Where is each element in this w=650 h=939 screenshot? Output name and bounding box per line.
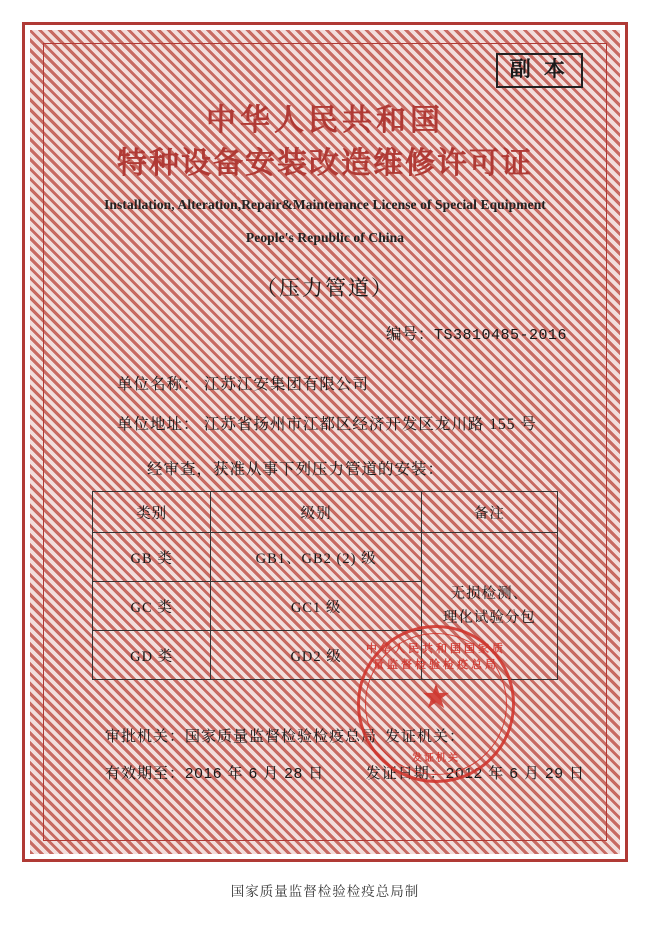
approval-authority <box>105 725 385 746</box>
table-header-remark: 备注 <box>421 492 557 533</box>
validity-value: 2016 年 6 月 28 日 <box>185 765 325 782</box>
seal-bottom-text: 发证机关 <box>412 753 460 764</box>
scope-table <box>92 491 558 680</box>
unit-address-label: 单位地址： <box>117 415 200 433</box>
serial-row <box>65 322 585 344</box>
copy-badge: 副 本 <box>496 53 583 88</box>
authority-row <box>65 725 585 746</box>
approval-authority-label: 审批机关： <box>105 729 186 745</box>
title-english-line2: People's Republic of China <box>245 229 405 245</box>
issue-date <box>366 762 585 783</box>
cell-category-gd: GD 类 <box>93 631 211 680</box>
remark-line-2: 理化试验分包 <box>442 610 536 627</box>
date-row <box>65 762 585 783</box>
certificate-content <box>39 39 611 845</box>
approval-authority-value: 国家质量监督检验检疫总局 <box>185 729 378 745</box>
certificate-frame <box>22 22 628 862</box>
footer-block <box>65 725 585 799</box>
title-chinese-line1: 中华人民共和国 <box>206 104 444 137</box>
certificate-decorative-border <box>30 30 620 854</box>
issuing-authority-label: 发证机关： <box>385 729 466 745</box>
table-header-grade: 级别 <box>211 492 421 533</box>
issue-date-label: 发证日期： <box>365 766 446 782</box>
unit-name-label: 单位名称： <box>117 375 200 393</box>
seal-star-icon: ★ <box>420 678 452 716</box>
cell-category-gc: GC 类 <box>93 582 211 631</box>
issue-date-value: 2012 年 6 月 29 日 <box>445 765 585 782</box>
unit-address-value: 江苏省扬州市江都区经济开发区龙川路 155 号 <box>203 415 537 433</box>
approval-statement: 经审查，获准从事下列压力管道的安装： <box>147 461 445 479</box>
unit-name-value: 江苏江安集团有限公司 <box>203 375 369 393</box>
bottom-caption: 国家质量监督检验检疫总局制 <box>230 884 420 899</box>
validity-date <box>105 762 366 783</box>
serial-label: 编号： <box>385 325 434 343</box>
cell-grade-gb: GB1、GB2 (2) 级 <box>211 533 421 582</box>
validity-label: 有效期至： <box>105 766 186 782</box>
cell-grade-gd: GD2 级 <box>211 631 421 680</box>
table-header-category: 类别 <box>93 492 211 533</box>
seal-top-text: 中华人民共和国国家质量监督检验检疫总局 <box>366 643 506 671</box>
title-block <box>65 101 585 302</box>
subtitle-equipment-type: （压力管道） <box>256 275 394 300</box>
title-chinese-line2: 特种设备安装改造维修许可证 <box>117 146 533 180</box>
issuing-authority <box>385 725 465 746</box>
cell-grade-gc: GC1 级 <box>211 582 421 631</box>
cell-category-gb: GB 类 <box>93 533 211 582</box>
remark-line-1: 无损检测、 <box>450 585 529 602</box>
title-english-line1: Installation, Alteration,Repair&Maintenance License of Special Equipment <box>104 197 546 212</box>
table-header-row <box>93 492 558 533</box>
unit-address-row <box>117 414 585 436</box>
serial-number: TS3810485-2016 <box>433 326 567 344</box>
fields-block <box>65 374 585 435</box>
table-row <box>93 533 558 582</box>
unit-name-row <box>117 374 585 396</box>
cell-remark <box>421 533 557 680</box>
